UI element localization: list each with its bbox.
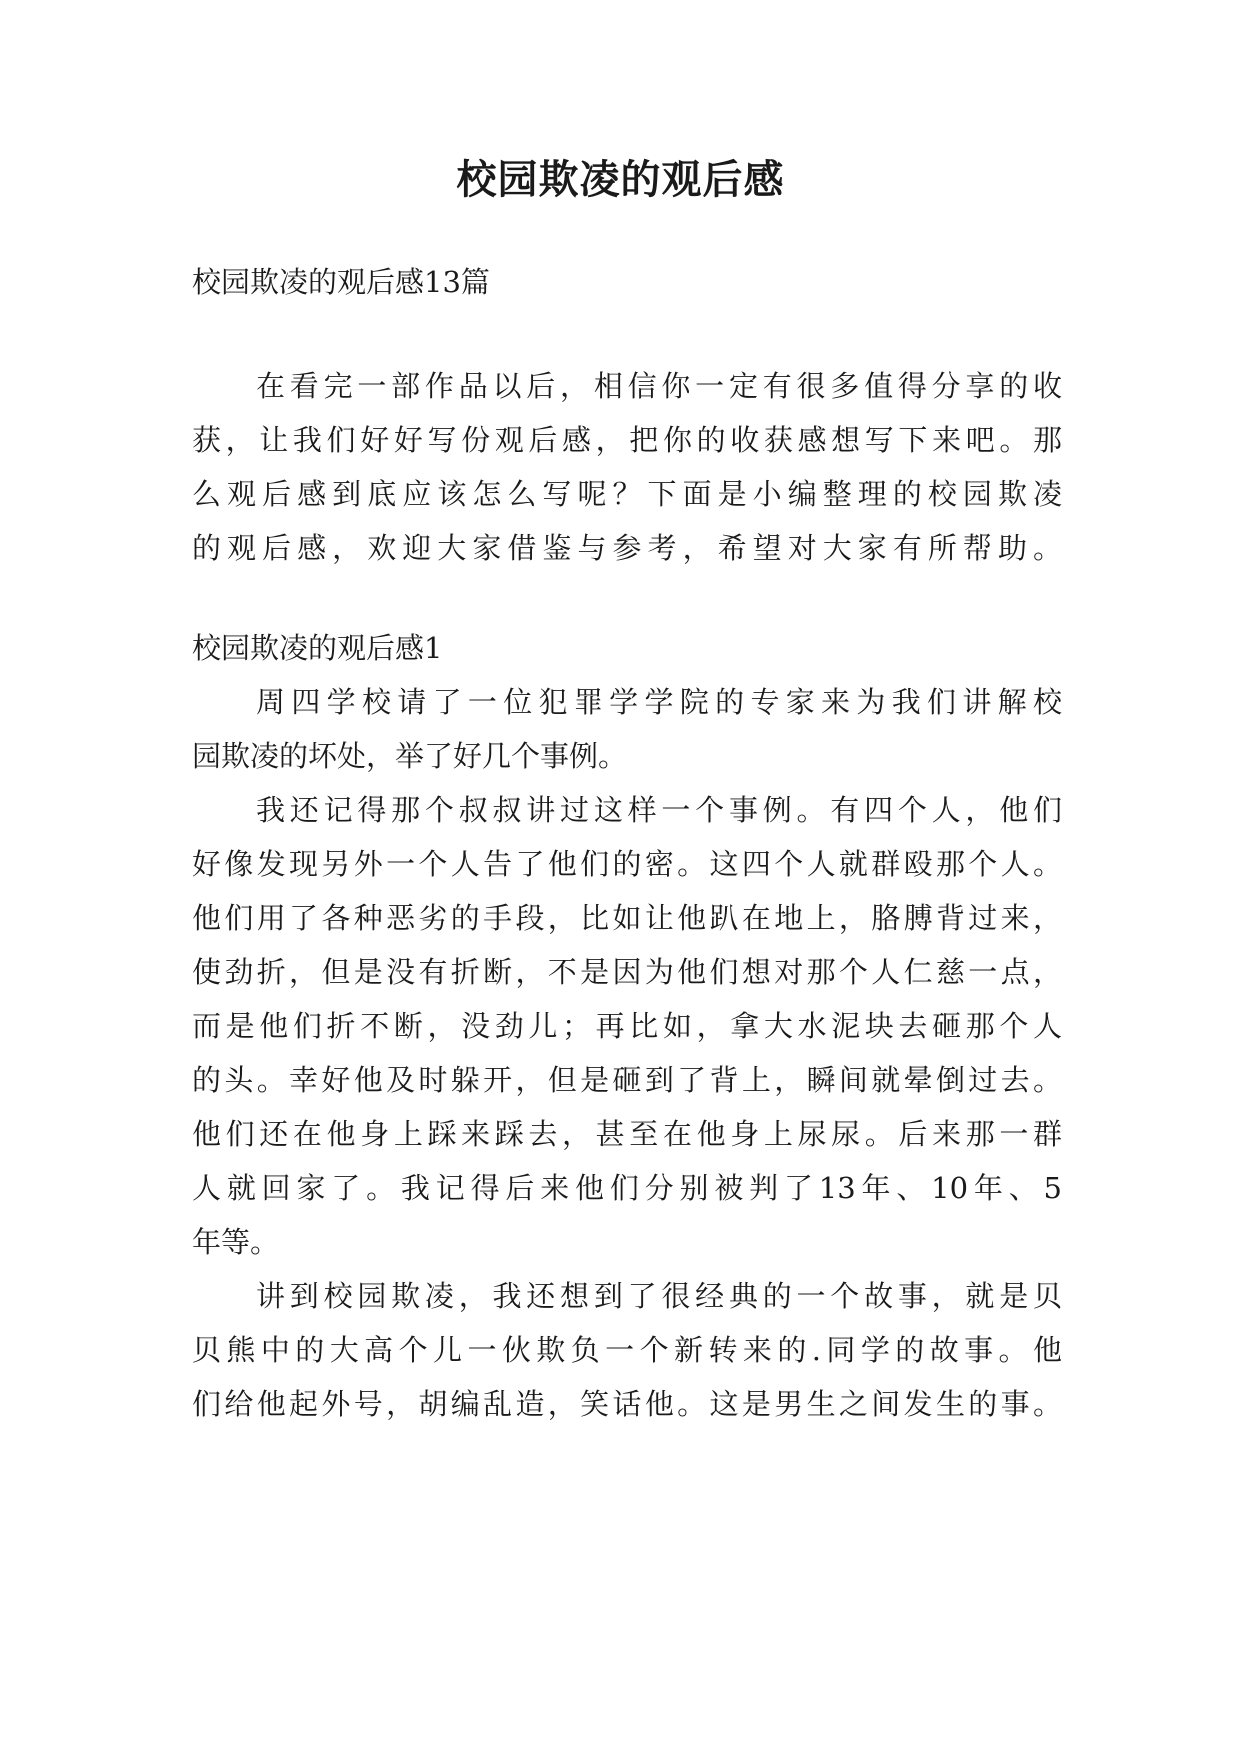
paragraph-line: 人就回家了。我记得后来他们分别被判了13年、10年、5 bbox=[192, 1171, 1062, 1205]
section-heading: 校园欺凌的观后感1 bbox=[192, 631, 443, 665]
intro-line: 的观后感，欢迎大家借鉴与参考，希望对大家有所帮助。 bbox=[192, 531, 1062, 565]
paragraph-line: 年等。 bbox=[192, 1225, 280, 1259]
paragraph-line: 园欺凌的坏处，举了好几个事例。 bbox=[192, 739, 628, 773]
paragraph-line: 他们用了各种恶劣的手段，比如让他趴在地上，胳膊背过来， bbox=[192, 901, 1062, 935]
intro-line: 在看完一部作品以后，相信你一定有很多值得分享的收 bbox=[256, 369, 1062, 403]
paragraph-line: 我还记得那个叔叔讲过这样一个事例。有四个人，他们 bbox=[256, 793, 1062, 827]
paragraph-line: 而是他们折不断，没劲儿；再比如，拿大水泥块去砸那个人 bbox=[192, 1009, 1062, 1043]
paragraph-line: 们给他起外号，胡编乱造，笑话他。这是男生之间发生的事。 bbox=[192, 1387, 1062, 1421]
paragraph-line: 他们还在他身上踩来踩去，甚至在他身上尿尿。后来那一群 bbox=[192, 1117, 1062, 1151]
paragraph-line: 讲到校园欺凌，我还想到了很经典的一个故事，就是贝 bbox=[256, 1279, 1062, 1313]
intro-line: 获，让我们好好写份观后感，把你的收获感想写下来吧。那 bbox=[192, 423, 1062, 457]
document-title: 校园欺凌的观后感 bbox=[456, 156, 785, 203]
paragraph-line: 贝熊中的大高个儿一伙欺负一个新转来的.同学的故事。他 bbox=[192, 1333, 1062, 1367]
intro-line: 么观后感到底应该怎么写呢？下面是小编整理的校园欺凌 bbox=[192, 477, 1062, 511]
document-subtitle: 校园欺凌的观后感13篇 bbox=[192, 265, 490, 299]
paragraph-line: 使劲折，但是没有折断，不是因为他们想对那个人仁慈一点， bbox=[192, 955, 1062, 989]
paragraph-line: 好像发现另外一个人告了他们的密。这四个人就群殴那个人。 bbox=[192, 847, 1062, 881]
paragraph-line: 周四学校请了一位犯罪学学院的专家来为我们讲解校 bbox=[256, 685, 1062, 719]
paragraph-line: 的头。幸好他及时躲开，但是砸到了背上，瞬间就晕倒过去。 bbox=[192, 1063, 1062, 1097]
